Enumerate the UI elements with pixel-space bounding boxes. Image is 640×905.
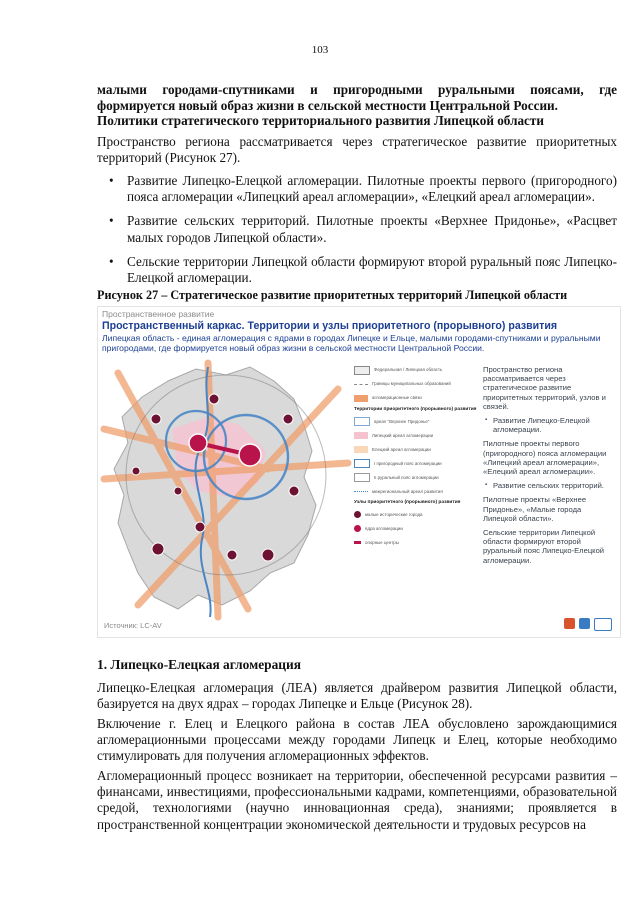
policy-paragraph: Пространство региона рассматривается через стратегическое развитие приоритетных территорий (Рисунок 27).: [97, 134, 617, 166]
legend-territories-heading: Территории приоритетного (прорывного) развития: [354, 407, 477, 412]
figure-subtitle: Липецкая область - единая агломерация с ядрами в городах Липецке и Ельце, малыми городами-спутниками и руральными пригородами, где формируется новый образ жизни в сельской местности Центральной России.: [102, 333, 601, 354]
organization-logo-icon: [579, 618, 590, 629]
legend-item: II руральный пояс агломерации: [374, 474, 439, 480]
logos: [564, 618, 612, 631]
legend-nodes-heading: Узлы приоритетного (прорывного) развития: [354, 500, 461, 506]
policy-heading: Политики стратегического территориального развития Липецкой области: [97, 113, 544, 128]
section-heading: 1. Липецко-Елецкая агломерация: [97, 657, 301, 672]
intro-continuation: малыми городами-спутниками и пригородными руральными поясами, где формируется новый образ жизни в сельской местности Центральной России.: [97, 82, 617, 114]
legend-item: Липецкий ареал агломерации: [372, 432, 434, 438]
side-paragraph: Сельские территории Липецкой области формируют второй руральный пояс Липецко-Елецкой агломерации.: [483, 528, 605, 565]
legend-item: межрегиональный ареал развития: [372, 488, 443, 494]
legend-item: I пригородный пояс агломерации: [374, 460, 442, 466]
figure-supertitle: Пространственное развитие: [102, 309, 215, 319]
policy-bullet-list: [97, 173, 617, 294]
legend-item: Федеральная / Липецкая область: [374, 367, 443, 373]
partner-logo-icon: [594, 618, 612, 631]
section-paragraph: Агломерационный процесс возникает на территории, обеспеченной ресурсами развития – финансами, инвестициями, профессиональными кадрами, компетенциями, образовательной средой, технологиями (научно инновационная среда), знаниями; проявляется в пространственной концентрации экономической деятельности и трудовых ресурсов на: [97, 768, 617, 832]
side-paragraph: Пилотные проекты первого (пригородного) пояса агломерации «Липецкий ареал агломерации», «Елецкий ареал агломерации».: [483, 439, 607, 477]
figure-side-text: [483, 365, 615, 570]
policy-bullet: • Развитие сельских территорий. Пилотные проекты «Верхнее Придонье», «Расцвет малых городов Липецкой области».: [97, 213, 617, 245]
legend-item: ареал "Верхнее Придонье": [374, 418, 430, 424]
legend-item: малые исторические города: [365, 512, 423, 518]
legend-item: Елецкий ареал агломерации: [372, 446, 431, 452]
side-paragraph: Пространство региона рассматривается через стратегическое развитие приоритетных территорий, узлов и связей.: [483, 365, 606, 411]
policy-bullet: • Сельские территории Липецкой области формируют второй руральный пояс Липецко-Елецкой агломерации.: [97, 254, 617, 286]
legend-item: Границы муниципальных образований: [372, 381, 451, 387]
section-paragraph: Включение г. Елец и Елецкого района в состав ЛЕА обусловлено зарождающимися агломерационными процессами между городами Липецк и Елец, которые необходимо стимулировать для получения агломерационных эффектов.: [97, 716, 617, 764]
legend-item: агломерационные связи: [372, 395, 422, 401]
section-paragraph: Липецко-Елецкая агломерация (ЛЕА) является драйвером развития Липецкой области, базируется на двух ядрах – городах Липецке и Ельце (Рисунок 28).: [97, 680, 617, 712]
region-emblem-icon: [564, 618, 575, 629]
legend-item: опорные центры: [365, 540, 399, 546]
page-number: 103: [311, 44, 329, 56]
map-legend: [354, 365, 482, 552]
figure-title: Пространственный каркас. Территории и узлы приоритетного (прорывного) развития: [102, 320, 558, 332]
policy-bullet: • Развитие Липецко-Елецкой агломерации. Пилотные проекты первого (пригородного) пояса агломерации «Липецкий ареал агломерации», «Елецкий ареал агломерации».: [97, 173, 617, 205]
side-bullet: ▪ Развитие сельских территорий.: [483, 481, 615, 490]
figure-panel: [97, 306, 621, 638]
side-bullet: ▪ Развитие Липецко-Елецкой агломерации.: [483, 416, 615, 434]
region-map: [98, 359, 354, 621]
figure-caption: Рисунок 27 – Стратегическое развитие приоритетных территорий Липецкой области: [97, 288, 568, 302]
side-paragraph: Пилотные проекты «Верхнее Придонье», «Малые города Липецкой области».: [483, 495, 587, 523]
figure-source: Источник: LC-AV: [104, 621, 162, 630]
legend-item: ядра агломерации: [365, 526, 403, 532]
